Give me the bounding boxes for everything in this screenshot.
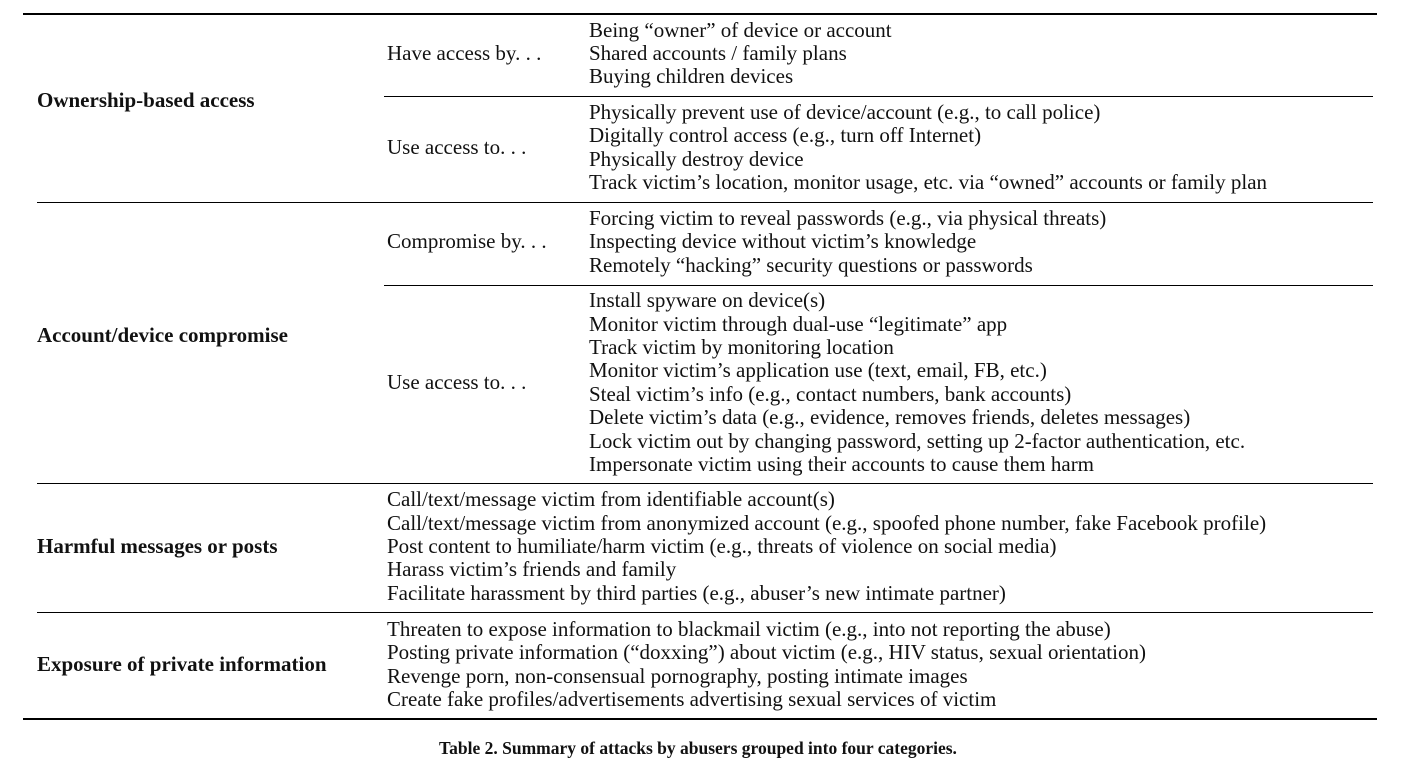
list-item: Create fake profiles/advertisements advertising sexual services of victim	[387, 687, 997, 711]
category-label: Ownership-based access	[37, 88, 255, 112]
category-label: Harmful messages or posts	[37, 534, 278, 558]
list-item: Call/text/message victim from anonymized account (e.g., spoofed phone number, fake Facebook profile)	[387, 511, 1267, 535]
category-label: Account/device compromise	[37, 323, 288, 347]
list-item: Digitally control access (e.g., turn off Internet)	[589, 123, 982, 147]
table-caption: Table 2. Summary of attacks by abusers grouped into four categories.	[439, 738, 957, 758]
list-item: Monitor victim through dual-use “legitimate” app	[589, 312, 1008, 336]
group-divider	[37, 612, 1373, 613]
subgroup-label: Have access by. . .	[387, 41, 542, 65]
list-item: Posting private information (“doxxing”) about victim (e.g., HIV status, sexual orientation)	[387, 640, 1146, 664]
list-item: Remotely “hacking” security questions or passwords	[589, 253, 1033, 277]
list-item: Install spyware on device(s)	[589, 288, 826, 312]
list-item: Revenge porn, non-consensual pornography, posting intimate images	[387, 664, 968, 688]
list-item: Shared accounts / family plans	[589, 41, 847, 65]
list-item: Impersonate victim using their accounts to cause them harm	[589, 452, 1095, 476]
list-item: Call/text/message victim from identifiable account(s)	[387, 487, 835, 511]
subgroup-divider	[384, 285, 1373, 286]
subgroup-label: Use access to. . .	[387, 135, 527, 159]
list-item: Track victim’s location, monitor usage, etc. via “owned” accounts or family plan	[589, 170, 1268, 194]
list-item: Harass victim’s friends and family	[387, 557, 677, 581]
subgroup-divider	[384, 96, 1373, 97]
list-item: Buying children devices	[589, 64, 794, 88]
category-label: Exposure of private information	[37, 652, 327, 676]
list-item: Inspecting device without victim’s knowledge	[589, 229, 977, 253]
list-item: Monitor victim’s application use (text, email, FB, etc.)	[589, 358, 1047, 382]
table-bottom-rule	[23, 718, 1377, 720]
subgroup-label: Use access to. . .	[387, 370, 527, 394]
list-item: Physically prevent use of device/account (e.g., to call police)	[589, 100, 1101, 124]
list-item: Lock victim out by changing password, setting up 2-factor authentication, etc.	[589, 429, 1246, 453]
group-divider	[37, 483, 1373, 484]
subgroup-label: Compromise by. . .	[387, 229, 547, 253]
list-item: Facilitate harassment by third parties (e.g., abuser’s new intimate partner)	[387, 581, 1006, 605]
list-item: Physically destroy device	[589, 147, 804, 171]
list-item: Threaten to expose information to blackmail victim (e.g., into not reporting the abuse)	[387, 617, 1111, 641]
list-item: Delete victim’s data (e.g., evidence, removes friends, deletes messages)	[589, 405, 1191, 429]
list-item: Track victim by monitoring location	[589, 335, 894, 359]
list-item: Steal victim’s info (e.g., contact numbers, bank accounts)	[589, 382, 1072, 406]
group-divider	[37, 202, 1373, 203]
table-top-rule	[23, 13, 1377, 15]
list-item: Forcing victim to reveal passwords (e.g., via physical threats)	[589, 206, 1107, 230]
list-item: Post content to humiliate/harm victim (e.g., threats of violence on social media)	[387, 534, 1057, 558]
list-item: Being “owner” of device or account	[589, 18, 892, 42]
